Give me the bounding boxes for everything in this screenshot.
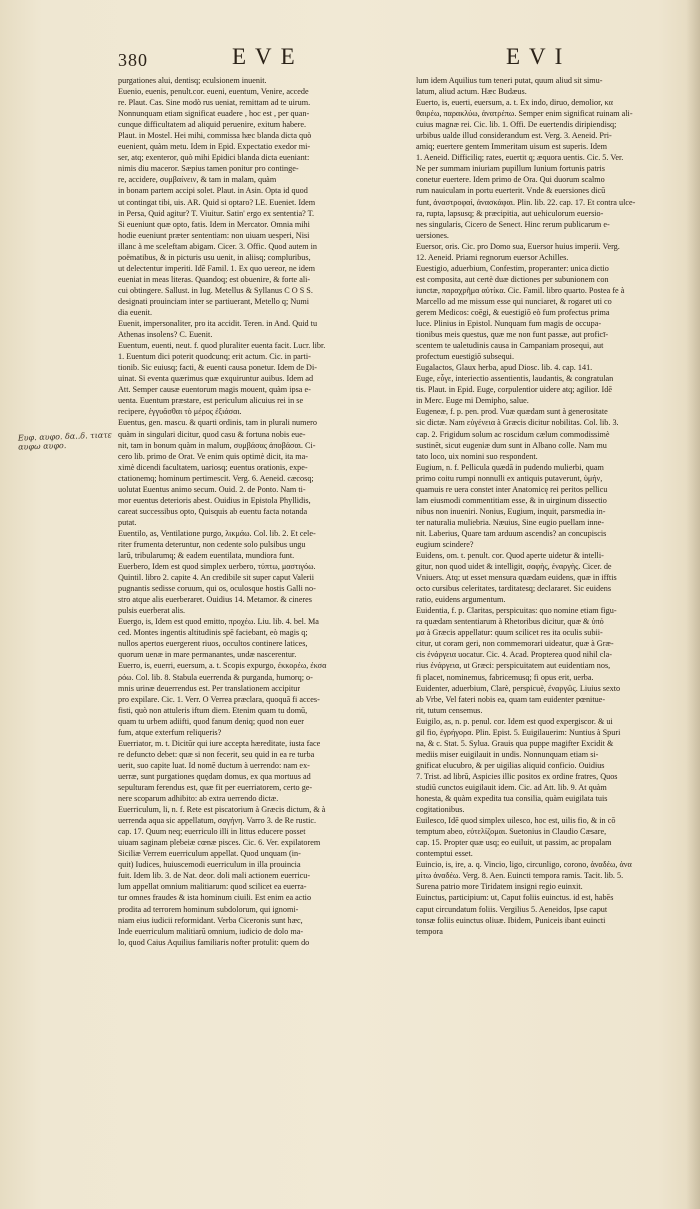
text-line: na, & c. Stat. 5. Sylua. Grauis qua puppe magifter Excidit & <box>416 738 614 748</box>
text-line: 1. Euentum dici poterit quodcunq; erit actum. Cic. in parti- <box>118 352 311 362</box>
text-line: citur, ut coram geri, non commemorari uideatur, quæ à Græ- <box>416 639 614 649</box>
text-line: amiq; euertere gentem Immeritam uisum est superis. Idem <box>416 142 607 152</box>
text-line: stro atque alis euerberaret. Ouidius 14. Metamor. & cineres <box>118 595 312 605</box>
text-line: riter frumenta deteruntur, non cedente solo pulsibus ungu <box>118 539 306 549</box>
text-line: Athenas insolens? C. Euenit. <box>118 330 213 340</box>
text-line: ximè dicendi facultatem, uariosq; euentus orationis, expe- <box>118 462 308 472</box>
text-line: Euerriculum, li, n. f. Rete est piscatorium à Græcis dictum, & à <box>118 805 326 815</box>
text-line: uenta. Euentum præstare, est periculum alicuius rei in se <box>118 396 304 406</box>
page-number: 380 <box>118 50 148 70</box>
text-line: ut delectentur imperiti. Idē Famil. 1. Ex quo uereor, ne idem <box>118 263 316 273</box>
text-line: larū, tribularumq; & eadem euentilata, mundiora funt. <box>118 551 295 561</box>
text-line: Euerro, is, euerri, euersum, a. t. Scopis expurgo, ἐκκορέω, ἐκσα <box>118 661 327 671</box>
text-line: Euenit, impersonaliter, pro ita accidit. Teren. in And. Quid tu <box>118 319 318 329</box>
text-line: cunque difficultatem ad aliquid peruenire, exitum habere. <box>118 120 307 130</box>
text-line: mor euentus deterioris abest. Ouidius in Epistola Phyllidis, <box>118 495 311 505</box>
text-line: mediis miser euigilauit in undis. Nonnunquam etiam si- <box>416 749 599 759</box>
text-line: ser, atq; exenteror, quò mihi Epidici blanda dicta eueniant: <box>118 153 310 163</box>
text-line: profectum euestigiō subsequi. <box>416 352 515 362</box>
text-line: mnis urinæ deuerrendus est. Per translationem accipitur <box>118 683 301 693</box>
text-line: ctationemq; hominum pertimescit. Verg. 6. Aeneid. cæcosq; <box>118 473 314 483</box>
text-line: Inde euerriculum malitiarū omnium, iudicio de dolo ma- <box>118 926 304 936</box>
text-line: recipere, ἐγγυᾶσθαι τὸ μέρος ἐξιάσαι. <box>118 407 242 417</box>
text-line: studiū cunctos euigilauit idem. Cic. ad Att. lib. 9. At quàm <box>416 783 607 792</box>
text-line: pro expilare. Cic. 1. Verr. O Verrea præclara, quoquā fi acces- <box>118 694 320 704</box>
text-line: uersiones. <box>416 230 449 240</box>
text-line: lam eiusmodi commentitiam esse, & in uirginum dissectio <box>416 495 607 505</box>
running-head-left: EVE <box>232 44 304 69</box>
handwritten-margin-note: Ευφ. αυφο. δα..δ. τιατε αυφω αυφο. <box>17 430 113 452</box>
text-line: cap. 2. Frigidum solum ac roscidum cælum commodissimè <box>416 429 610 439</box>
text-line: quam tu urbem adiifti, quod fanum deniq; quod non euer <box>118 716 304 726</box>
text-line: Euigilo, as, n. p. penul. cor. Idem est quod expergiscor. & ui <box>416 716 613 726</box>
text-line: Ne per summam iniuriam pupillum Iunium fortunis patris <box>416 164 605 174</box>
text-line: hodie eueniunt præter sententiam: non uiuam uesperi, Nisi <box>118 230 310 240</box>
text-line: Euerbero, Idem est quod simplex uerbero, τύπτω, μαστιγόω. <box>118 562 316 572</box>
text-line: tur omnes fraudes & ista hominum ciuili. Est enim ea actio <box>118 893 312 903</box>
text-line: Euerto, is, euerti, euersum, a. t. Ex indo, diruo, demolior, κα <box>416 98 613 108</box>
text-line: prodita ad terrorem hominum subdolorum, qui ignomi- <box>118 904 299 914</box>
text-line: Euerriator, m. t. Dicitūr qui iure accepta hæreditate, iusta face <box>118 738 321 748</box>
text-line: ρόω. Col. lib. 8. Stabula euerrenda & purganda, humorq; o- <box>118 672 313 682</box>
text-line: fisti, quò non attuleris iftum diem. Etenim quam tu domū, <box>118 705 308 715</box>
text-line: purgationes alui, dentisq; eculsionem inuenit. <box>118 76 267 85</box>
text-line: uerit, suo capite luat. Id nomē ductum à uerrendo: nam ex- <box>118 760 310 770</box>
text-line: lum idem Aquilius tum teneri putat, quum aliud sit simu- <box>416 76 603 85</box>
text-line: Euidentia, f. p. Claritas, perspicuitas: quo nomine etiam figu- <box>416 606 617 616</box>
text-line: Eugalactos, Glaux herba, apud Diosc. lib. 4. cap. 141. <box>416 363 593 373</box>
text-line: cuius magnæ rei. Cic. lib. 1. Offi. De euertendis diripiendisq; <box>416 120 617 130</box>
text-line: Euinctus, participium: ut, Caput foliis euinctus. id est, habēs <box>416 893 614 903</box>
text-line: sic dictæ. Nam εὐγένεια à Græcis dicitur nobilitas. Col. lib. 3. <box>416 418 619 428</box>
text-line: Euestigio, aduerbium, Confestim, properanter: unica dictio <box>416 263 609 273</box>
text-line: cap. 17. Quum neq; euerriculo illi in littus educere posset <box>118 827 306 837</box>
text-line: re defuncto debet: quæ si non fecerit, seu quid in ea re turba <box>118 749 315 759</box>
text-line: careat successibus opto, Quisquis ab euentu facta notanda <box>118 506 308 516</box>
text-line: fi placet, nominemus, fabricemusq; fi opus erit, uerba. <box>416 672 594 682</box>
text-line: funt, ἀναστροφαί, ἀνασκάφαι. Plin. lib. 22. cap. 17. Et contra ulce- <box>416 197 636 207</box>
text-line: designati prouinciam inter se partiuerant, Metello q; Numi <box>118 296 309 306</box>
text-line: tionibus meis questus, quæ me non funt passæ, aut proficī- <box>416 330 609 340</box>
text-line: est composita, aut certè duæ dictiones per subunionem con <box>416 274 609 284</box>
text-line: Euersor, oris. Cic. pro Domo sua, Euersor huius imperii. Verg. <box>416 241 620 251</box>
text-line: cui obtingere. Sallust. in Iug. Metellus & Syllanus C O S S. <box>118 285 313 295</box>
text-line: temptum abeo, εὐτελίζομαι. Suetonius in Claudio Cæsare, <box>416 827 607 837</box>
page-edge-shadow <box>686 0 700 1209</box>
text-line: ra, rupta, lapsusq; & præcipitia, aut uehiculorum euersio- <box>416 208 604 218</box>
text-line: Euincio, is, ire, a. q. Vincio, ligo, circunligo, corono, ἀναδέω, ἀνα <box>416 860 632 870</box>
text-line: uerrenda aqua sic appellatum, σαγήνη. Varro 3. de Re rustic. <box>118 816 317 826</box>
text-line: urbibus ualde illud considerandum est. Verg. 3. Aeneid. Pri- <box>416 131 612 141</box>
text-line: sustinēt, sicut eugeniæ dum sunt in Albano colle. Nam mu <box>416 440 607 450</box>
text-line: re, accidere, συμβαίνειν, & tam in malam, quàm <box>118 175 277 185</box>
text-line: nit, tam in bonum quàm in malum, συμβάσας ἀποβάσαι. Ci- <box>118 440 316 450</box>
text-line: re. Plaut. Cas. Sine modò rus ueniat, remittam ad te uirum. <box>118 98 311 108</box>
text-line: Marcello ad me missum esse qui nunciaret, & rogaret uti co <box>416 296 612 306</box>
text-line: putat. <box>118 517 137 527</box>
text-line: nullos apertos euergerent riuos, occultos continere latices, <box>118 639 308 649</box>
text-line: euenient, quàm metu. Idem in Epid. Expectatio exedor mi- <box>118 142 311 152</box>
text-line: octo cursibus celeritates, tarditatesq; declararet. Sic euidens <box>416 584 612 594</box>
text-line: contemptui esset. <box>416 849 473 859</box>
text-line: quit) Iudices, huiuscemodi euerriculum in illa prouincia <box>118 860 301 870</box>
text-line: tionib. Sic euiusq; facti, & euenti causa ponetur. Idem de Di- <box>118 363 317 373</box>
text-line: nit. Laberius, Quare tam arduum ascendis? an concupiscis <box>416 528 607 538</box>
text-line: fum, atque exterfum reliqueris? <box>118 727 222 737</box>
text-line: lum appellat omnium malitiarum: quod scilicet ea euerra- <box>118 882 307 892</box>
text-line: ratio, euidens argumentum. <box>416 595 506 605</box>
text-line: Euidens, om. t. penult. cor. Quod aperte uidetur & intelli- <box>416 551 604 561</box>
text-line: Quintil. libro 2. capite 4. An credibile sit super caput Valerii <box>118 573 315 583</box>
text-line: quàm in singulari dicitur, quod casu & fortuna nobis eue- <box>118 429 306 439</box>
text-line: uolutat Euentus animo secum. Ouid. 2. de Ponto. Nam ti- <box>118 484 306 494</box>
text-line: Euentilo, as, Ventilatione purgo, λικμάω. Col. lib. 2. Et cele- <box>118 528 316 538</box>
text-line: rum nauiculam in portu euerterit. Vnde & euersiones dicū <box>416 186 606 196</box>
text-line: in Persa, Quid agitur? T. Viuitur. Satin' ergo ex sententia? T. <box>118 208 315 218</box>
text-line: ter naturalia muliebria. Næuius, Sine eugio puellam inne- <box>416 517 605 527</box>
text-line: eugium scindere? <box>416 539 474 549</box>
text-line: quorum uenæ in mare permanantes, undæ nascerentur. <box>118 650 297 660</box>
text-line: Euentum, euenti, neut. f. quod pluraliter euenta facit. Lucr. libr. <box>118 341 326 351</box>
text-line: eueniat in meas literas. Quandoq; est obuenire, & forte ali- <box>118 274 311 284</box>
text-line: 12. Aeneid. Priami regnorum euersor Achilles. <box>416 252 569 262</box>
text-line: ab Vrbe, Vel fateri nobis ea, quam tam euidenter pœnitue- <box>416 694 606 704</box>
text-line: μίτω ἀναδέω. Verg. 8. Aen. Euincti tempora ramis. Tacit. lib. 5. <box>416 871 624 881</box>
text-line: Euidenter, aduerbium, Clarè, perspicuè, ἐναργῶς. Liuius sexto <box>416 683 621 693</box>
text-line: Euge, εὖγε, interiectio assentientis, laudantis, & congratulan <box>416 374 614 384</box>
text-line: gerem Medicos: coēgi, & euestigiō eò fum profectus prima <box>416 307 610 317</box>
text-line: tonsæ foliis euinctus oliuæ. Ibidem, Puniceis ibant euincti <box>416 915 606 925</box>
text-line: nes singularis, Cicero de Senect. Hinc rerum publicarum e- <box>416 219 610 229</box>
text-line: cogitationibus. <box>416 805 465 815</box>
text-line: primo coitu rumpi nonnulli ex antiquis putaverunt, ὑμήν, <box>416 473 603 483</box>
text-line: nere scoparum adhibito: ab extra uerrendo dictæ. <box>118 794 279 804</box>
left-text-column <box>118 75 396 1200</box>
text-line: rius ἐνάργεια, ut Græci: perspicuitatem aut euidentiam nos, <box>416 661 611 671</box>
text-line: ut contingat tibi, uis. AR. Quid si optaro? LE. Eueniet. Idem <box>118 197 316 207</box>
text-line: tato loco, uix nomini suo respondent. <box>416 451 538 461</box>
text-line: Surena patrio more Tiridatem insigni regio euinxit. <box>416 882 583 892</box>
text-line: nimis diu maceror. Sæpius tamen ponitur pro continge- <box>118 164 299 174</box>
text-line: gnificat elucubro, & per uigilias aliquid conficio. Ouidius <box>416 760 605 770</box>
text-line: Att. Semper causæ euentorum magis mouent, quàm ipsa e- <box>118 385 311 395</box>
text-line: fuit. Idem lib. 3. de Nat. deor. doli mali actionem euerricu- <box>118 871 311 881</box>
text-line: 7. Trist. ad librū, Aspicies illic positos ex ordine fratres, Quos <box>416 771 618 781</box>
text-line: quamuis re uera constet inter Anatomicę rei peritos pellicu <box>416 484 608 494</box>
text-line: 1. Aeneid. Difficiliq; rates, euertit q; æquora uentis. Cic. 5. Ver. <box>416 153 624 163</box>
text-line: luce. Plinius in Epistol. Nunquam fum magis de occupa- <box>416 319 602 329</box>
text-line: iunctæ, παραχρῆμα αὐτίκα. Cic. Famil. libro quarto. Postea fe à <box>416 285 625 295</box>
text-line: Vniuers. Atq; ut esset mensura quædam euidens, quæ in ifftis <box>416 573 617 583</box>
text-line: Nonnunquam etiam significat euadere , hoc est , per quan- <box>118 109 310 119</box>
text-line: gil fio, ἐγρήγορα. Plin. Epist. 5. Euigilauerim: Nuntius à Spuri <box>416 727 621 737</box>
text-line: Eugium, n. f. Pellicula quædā in pudendo mulierbi, quam <box>416 462 604 472</box>
text-line: ra quædam sententiarum à Rhetoribus dicitur, quæ & ὑπό <box>416 617 604 627</box>
text-line: rit, tutum censemus. <box>416 705 483 715</box>
text-line: honesta, & quàm expedita tua consilia, quàm euigilata tuis <box>416 794 608 804</box>
running-head-right: EVI <box>506 44 572 69</box>
text-line: poëmatibus, & in picturis usu uenit, in aliisq; compluribus, <box>118 252 311 262</box>
text-line: scentem te ualetudinis causa in Campaniam prosequi, aut <box>416 341 604 351</box>
text-line: illanc à me sceleftam abigam. Cicer. 3. Offic. Quod autem in <box>118 241 318 251</box>
text-line: tempora <box>416 926 443 936</box>
text-line: in bonam partem accipi solet. Plaut. in Asin. Opta id quod <box>118 186 308 196</box>
text-line: Euenio, euenis, penult.cor. eueni, euentum, Venire, accede <box>118 87 309 97</box>
text-line: Euilesco, Idē quod simplex uilesco, hoc est, uilis fio, & in cō <box>416 816 616 826</box>
text-line: gitur, non quod uidet & intelligit, σαφὴς, ἐναργὴς. Cicer. de <box>416 562 612 572</box>
text-line: niam eius iudicii reformidant. Verba Ciceronis sunt hæc, <box>118 915 303 925</box>
text-line: in Merc. Euge mi Demipho, salue. <box>416 396 529 406</box>
right-text-column <box>416 75 694 1200</box>
text-line: dia euenit. <box>118 307 153 317</box>
text-line: pulsis euerberat alis. <box>118 606 186 616</box>
text-line: ced. Montes ingentis altitudinis spē faciebant, eò magis q; <box>118 628 308 638</box>
text-line: Euentus, gen. mascu. & quarti ordinis, tam in plurali numero <box>118 418 317 428</box>
text-line: cero lib. primo de Orat. Ve enim quis optimè dicit, ita ma- <box>118 451 308 461</box>
text-line: Plaut. in Mostel. Hei mihi, commissa hæc blanda dicta quò <box>118 131 312 141</box>
text-line: Eugeneæ, f. p. pen. prod. Vuæ quædam sunt à generositate <box>416 407 608 417</box>
text-line: Siciliæ Verrem euerriculum appellat. Quod unquam (in- <box>118 849 301 859</box>
text-line: cis ἐνάργεια uocatur. Cic. 4. Acad. Propterea quod nihil cla- <box>416 650 613 660</box>
text-line: caput circundatum foliis. Vergilius 5. Aeneidos, Ipse caput <box>416 904 608 914</box>
text-line: uerræ, sunt purgationes quędam domus, ex qua mortuus ad <box>118 771 311 781</box>
text-line: uinat. Si eventa quærimus quæ exquiruntur auibus. Idem ad <box>118 374 314 384</box>
text-line: sepulturam ferendus est, quæ fit per euerriatorem, certo ge- <box>118 783 313 792</box>
text-line: uiuam saginam plebeiæ cœnæ pisces. Cic. 6. Ver. expilatorem <box>118 838 321 848</box>
text-line: nibus non inueniri. Nonius, Eugium, inquit, parsmedia in- <box>416 506 606 516</box>
text-line: cap. 15. Propter quæ usq; eo euiluit, ut passim, ac propalam <box>416 838 612 848</box>
text-line: lo, quod Caius Aquilius familiaris nofter protulit: quem do <box>118 937 310 947</box>
text-line: Si eueniunt quæ opto, fatis. Idem in Mercator. Omnia mihi <box>118 219 310 229</box>
text-line: tis. Plaut. in Epid. Euge, corpulentior uidere atq; agilior. Idē <box>416 385 612 395</box>
text-line: θαιρέω, παρακλύω, ἀνατρέπω. Semper enim significat ruinam ali- <box>416 109 633 119</box>
text-line: latum, aliud actum. Hæc Budæus. <box>416 87 527 97</box>
text-line: μα à Græcis appellatur: quum scilicet res ita oculis subii- <box>416 628 603 638</box>
text-line: Euergo, is, Idem est quod emitto, προχέω. Liu. lib. 4. bel. Ma <box>118 617 319 627</box>
text-line: pugnantis sedisse coruum, qui os, oculosque hostis Galli no- <box>118 584 316 594</box>
text-line: conetur euertere. Idem primo de Ora. Qui duorum scalmo <box>416 175 605 185</box>
